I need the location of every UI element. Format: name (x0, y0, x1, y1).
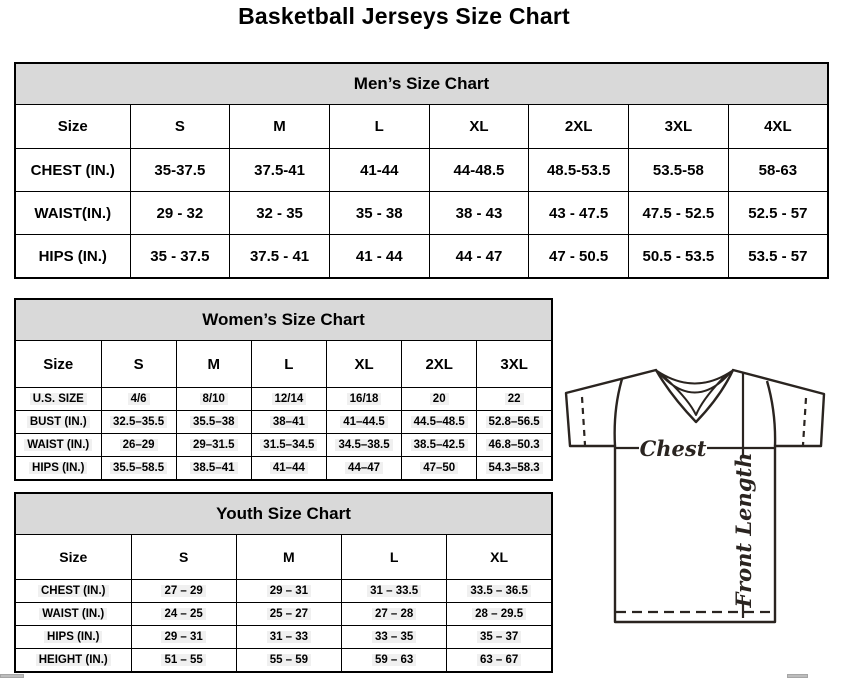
youth-size-table (14, 492, 553, 673)
row-label: HIPS (IN.) (15, 457, 101, 481)
size-header-row (15, 535, 552, 580)
cell-value: 38.5–41 (176, 457, 251, 481)
cell-value: 38–41 (251, 411, 326, 434)
cell-value: 44-48.5 (429, 149, 529, 192)
cell-value: 27 – 28 (342, 603, 447, 626)
cell-value: 34.5–38.5 (326, 434, 401, 457)
size-column-header: L (342, 535, 447, 580)
row-label: HIPS (IN.) (15, 235, 130, 279)
measurement-row (15, 626, 552, 649)
cell-value: 53.5 - 57 (728, 235, 828, 279)
cell-value: 35.5–38 (176, 411, 251, 434)
size-column-header: 3XL (629, 105, 729, 149)
cell-value: 4/6 (101, 388, 176, 411)
cell-value: 25 – 27 (236, 603, 341, 626)
cell-value: 50.5 - 53.5 (629, 235, 729, 279)
cell-value: 35 – 37 (447, 626, 552, 649)
cell-value: 20 (402, 388, 477, 411)
cell-value: 35.5–58.5 (101, 457, 176, 481)
cell-value: 27 – 29 (131, 580, 236, 603)
cell-value: 51 – 55 (131, 649, 236, 673)
cell-value: 37.5-41 (230, 149, 330, 192)
cell-value: 33.5 – 36.5 (447, 580, 552, 603)
cell-value: 31 – 33 (236, 626, 341, 649)
cell-value: 28 – 29.5 (447, 603, 552, 626)
cell-value: 44–47 (326, 457, 401, 481)
cell-value: 54.3–58.3 (477, 457, 552, 481)
measurement-row (15, 434, 552, 457)
cell-value: 55 – 59 (236, 649, 341, 673)
cell-value: 35-37.5 (130, 149, 230, 192)
cell-value: 26–29 (101, 434, 176, 457)
size-header-row (15, 341, 552, 388)
measurement-row (15, 580, 552, 603)
cell-value: 35 - 37.5 (130, 235, 230, 279)
row-label: WAIST(IN.) (15, 192, 130, 235)
cell-value: 29 – 31 (236, 580, 341, 603)
size-column-header: 3XL (477, 341, 552, 388)
cell-value: 48.5-53.5 (529, 149, 629, 192)
cell-value: 33 – 35 (342, 626, 447, 649)
measurement-row (15, 457, 552, 481)
horizontal-scrollbar-fragment-right[interactable] (787, 674, 808, 678)
size-column-header: XL (429, 105, 529, 149)
page-title: Basketball Jerseys Size Chart (238, 3, 570, 29)
horizontal-scrollbar-fragment-left[interactable] (0, 674, 24, 678)
row-label: CHEST (IN.) (15, 149, 130, 192)
cell-value: 31.5–34.5 (251, 434, 326, 457)
cell-value: 24 – 25 (131, 603, 236, 626)
chest-label: Chest (639, 436, 707, 461)
size-column-header: L (329, 105, 429, 149)
cell-value: 44 - 47 (429, 235, 529, 279)
size-column-header: S (131, 535, 236, 580)
size-column-header: S (130, 105, 230, 149)
cell-value: 46.8–50.3 (477, 434, 552, 457)
cell-value: 58-63 (728, 149, 828, 192)
mens-size-table (14, 62, 829, 279)
cell-value: 47–50 (402, 457, 477, 481)
row-label: CHEST (IN.) (15, 580, 131, 603)
cell-value: 44.5–48.5 (402, 411, 477, 434)
row-label: HEIGHT (IN.) (15, 649, 131, 673)
size-header-row (15, 105, 828, 149)
cell-value: 41–44 (251, 457, 326, 481)
size-column-header: 2XL (529, 105, 629, 149)
cell-value: 35 - 38 (329, 192, 429, 235)
measurement-row (15, 235, 828, 279)
measurement-row (15, 388, 552, 411)
cell-value: 37.5 - 41 (230, 235, 330, 279)
cell-value: 32 - 35 (230, 192, 330, 235)
cell-value: 63 – 67 (447, 649, 552, 673)
cell-value: 41–44.5 (326, 411, 401, 434)
size-column-header: XL (326, 341, 401, 388)
measurement-row (15, 192, 828, 235)
measurement-row (15, 149, 828, 192)
cell-value: 41-44 (329, 149, 429, 192)
cell-value: 38.5–42.5 (402, 434, 477, 457)
table-title: Women’s Size Chart (15, 299, 552, 341)
cell-value: 12/14 (251, 388, 326, 411)
cell-value: 29 – 31 (131, 626, 236, 649)
cell-value: 8/10 (176, 388, 251, 411)
size-column-header: L (251, 341, 326, 388)
row-label: WAIST (IN.) (15, 434, 101, 457)
table-title: Men’s Size Chart (15, 63, 828, 105)
row-label: HIPS (IN.) (15, 626, 131, 649)
cell-value: 41 - 44 (329, 235, 429, 279)
size-column-header: M (236, 535, 341, 580)
cell-value: 52.5 - 57 (728, 192, 828, 235)
cell-value: 32.5–35.5 (101, 411, 176, 434)
cell-value: 29 - 32 (130, 192, 230, 235)
size-column-header: S (101, 341, 176, 388)
cell-value: 47.5 - 52.5 (629, 192, 729, 235)
row-label: WAIST (IN.) (15, 603, 131, 626)
cell-value: 29–31.5 (176, 434, 251, 457)
cell-value: 31 – 33.5 (342, 580, 447, 603)
table-title: Youth Size Chart (15, 493, 552, 535)
cell-value: 43 - 47.5 (529, 192, 629, 235)
size-column-header: 4XL (728, 105, 828, 149)
cell-value: 16/18 (326, 388, 401, 411)
measurement-row (15, 411, 552, 434)
size-column-header: M (176, 341, 251, 388)
cell-value: 59 – 63 (342, 649, 447, 673)
size-header-label: Size (15, 341, 101, 388)
size-column-header: XL (447, 535, 552, 580)
measurement-row (15, 603, 552, 626)
womens-size-table (14, 298, 553, 481)
front-length-label: Front Length (731, 452, 756, 608)
size-header-label: Size (15, 105, 130, 149)
row-label: BUST (IN.) (15, 411, 101, 434)
cell-value: 53.5-58 (629, 149, 729, 192)
jersey-measurement-diagram (555, 360, 841, 630)
jersey-diagram-icon (555, 360, 841, 630)
measurement-row (15, 649, 552, 673)
cell-value: 22 (477, 388, 552, 411)
jersey-outline (566, 370, 824, 622)
cell-value: 47 - 50.5 (529, 235, 629, 279)
size-column-header: M (230, 105, 330, 149)
cell-value: 38 - 43 (429, 192, 529, 235)
cell-value: 52.8–56.5 (477, 411, 552, 434)
size-column-header: 2XL (402, 341, 477, 388)
row-label: U.S. SIZE (15, 388, 101, 411)
size-header-label: Size (15, 535, 131, 580)
